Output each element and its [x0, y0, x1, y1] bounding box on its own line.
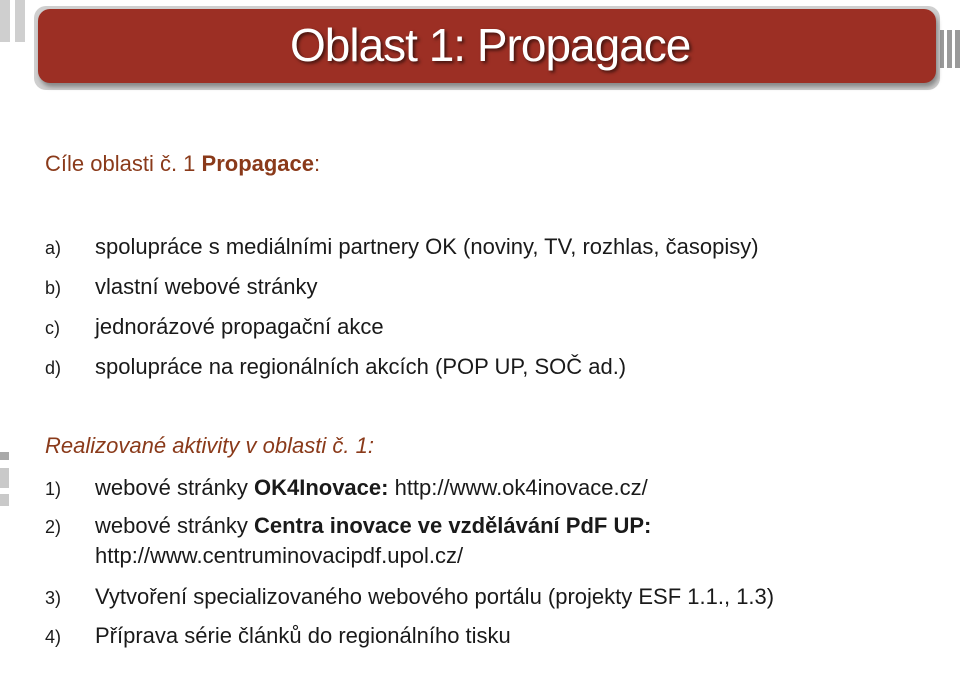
activity-link[interactable]: http://www.centruminovacipdf.upol.cz/	[95, 543, 464, 568]
corner-bar	[15, 0, 25, 42]
activity-link[interactable]: http://www.ok4inovace.cz/	[388, 475, 648, 500]
goal-text: jednorázové propagační akce	[95, 314, 384, 339]
goal-item	[45, 274, 318, 300]
goals-heading-prefix: Cíle oblasti č. 1	[45, 151, 202, 176]
right-bar	[947, 30, 952, 68]
activity-marker: 3)	[45, 588, 62, 608]
slide-title: Oblast 1: Propagace	[290, 19, 691, 71]
activity-marker: 2)	[45, 517, 62, 537]
goals-heading-suffix: :	[314, 151, 321, 176]
activity-marker: 4)	[45, 627, 62, 647]
goal-marker: c)	[45, 318, 60, 338]
goal-marker: d)	[45, 358, 62, 378]
activity-item	[45, 513, 651, 539]
right-decoration	[939, 30, 960, 68]
goal-text: vlastní webové stránky	[95, 274, 318, 299]
goal-item	[45, 354, 626, 380]
right-bar	[955, 30, 960, 68]
edge-decoration	[0, 494, 9, 506]
corner-bar	[0, 0, 10, 42]
activity-text: Vytvoření specializovaného webového portálu (projekty ESF 1.1., 1.3)	[95, 584, 775, 609]
activity-prefix: webové stránky	[95, 513, 254, 538]
activity-bold: OK4Inovace:	[253, 475, 389, 500]
goal-marker: b)	[45, 278, 62, 298]
activity-text: Příprava série článků do regionálního tisku	[95, 623, 511, 648]
goal-item	[45, 314, 384, 340]
goals-heading	[45, 151, 320, 177]
goal-text: spolupráce na regionálních akcích (POP UP, SOČ ad.)	[95, 354, 627, 379]
goals-heading-bold: Propagace	[201, 151, 315, 176]
corner-decoration	[0, 0, 25, 42]
activities-heading: Realizované aktivity v oblasti č. 1:	[45, 433, 374, 458]
activity-item	[45, 584, 774, 610]
activity-item	[45, 475, 648, 501]
activity-marker: 1)	[45, 479, 62, 499]
edge-decoration	[0, 452, 9, 460]
goal-marker: a)	[45, 238, 62, 258]
activity-prefix: webové stránky	[95, 475, 254, 500]
goal-item	[45, 234, 759, 260]
activity-bold: Centra inovace ve vzdělávání PdF UP:	[253, 513, 652, 538]
goal-text: spolupráce s mediálními partnery OK (noviny, TV, rozhlas, časopisy)	[95, 234, 759, 259]
activity-item	[45, 623, 511, 649]
edge-decoration	[0, 468, 9, 488]
